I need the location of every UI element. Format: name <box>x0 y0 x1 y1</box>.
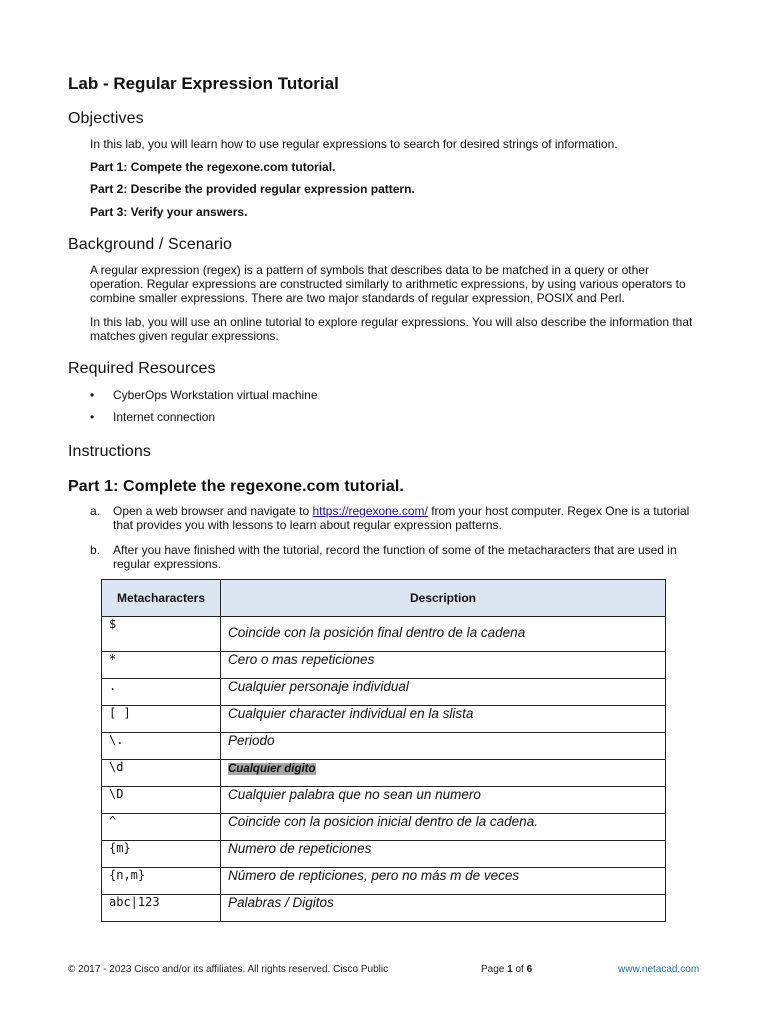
step-b-label: b. <box>90 543 101 557</box>
table-row <box>102 868 666 895</box>
footer-site-link[interactable]: www.netacad.com <box>618 964 700 975</box>
description-cell <box>221 760 666 787</box>
step-b-text: After you have finished with the tutorial, record the function of some of the metacharacters that are used in regular expressions. <box>113 543 677 571</box>
background-paragraph-2: In this lab, you will use an online tutorial to explore regular expressions. You will also describe the information that matches given regular expressions. <box>90 315 693 343</box>
description-cell: Numero de repeticiones <box>221 841 666 868</box>
table-header-row <box>102 580 666 617</box>
table-row <box>102 679 666 706</box>
description-cell: Cualquier palabra que no sean un numero <box>221 787 666 814</box>
background-heading: Background / Scenario <box>68 236 232 253</box>
resource-item <box>90 388 318 402</box>
resource-item-label: Internet connection <box>113 410 216 424</box>
resources-heading: Required Resources <box>68 360 216 377</box>
table-row <box>102 652 666 679</box>
step-a-text: Open a web browser and navigate to https://regexone.com/ from your host computer. Regex One is a tutorial that provides you with lessons to learn about regular expression patterns. <box>113 504 690 532</box>
table-row <box>102 814 666 841</box>
objectives-intro: In this lab, you will learn how to use regular expressions to search for desired strings of information. <box>90 137 618 151</box>
table-row <box>102 787 666 814</box>
table-row <box>102 841 666 868</box>
description-cell: Número de repticiones, pero no más m de veces <box>221 868 666 895</box>
metachar-cell: [ ] <box>102 706 221 733</box>
objectives-heading: Objectives <box>68 110 144 127</box>
table-row <box>102 706 666 733</box>
description-cell: Cero o mas repeticiones <box>221 652 666 679</box>
metachar-cell: abc|123 <box>102 895 221 922</box>
regexone-link[interactable]: https://regexone.com/ <box>312 504 428 518</box>
metachar-cell: \. <box>102 733 221 760</box>
description-cell: Coincide con la posición final dentro de la cadena <box>221 617 666 652</box>
part-1-heading: Part 1: Complete the regexone.com tutorial. <box>68 478 404 495</box>
lab-title: Lab - Regular Expression Tutorial <box>68 74 339 93</box>
metachar-cell: . <box>102 679 221 706</box>
bullet-icon: • <box>90 388 95 402</box>
step-a-label: a. <box>90 504 101 518</box>
instructions-heading: Instructions <box>68 443 152 460</box>
table-row <box>102 895 666 922</box>
highlighted-answer: Cualquier digito <box>228 763 316 775</box>
table-row <box>102 733 666 760</box>
footer-page-number: Page 1 of 6 <box>481 964 533 975</box>
footer-copyright: © 2017 - 2023 Cisco and/or its affiliates. All rights reserved. Cisco Public <box>68 964 389 975</box>
objective-part-2: Part 2: Describe the provided regular expression pattern. <box>90 182 415 196</box>
description-cell: Cualquier character individual en la slista <box>221 706 666 733</box>
table-row <box>102 617 666 652</box>
resource-item <box>90 410 215 424</box>
header-description: Description <box>221 580 666 617</box>
metachar-cell: \D <box>102 787 221 814</box>
metachar-cell: * <box>102 652 221 679</box>
description-cell: Periodo <box>221 733 666 760</box>
description-cell: Coincide con la posicion inicial dentro de la cadena. <box>221 814 666 841</box>
objective-part-1: Part 1: Compete the regexone.com tutorial. <box>90 160 336 174</box>
metachar-cell: {m} <box>102 841 221 868</box>
description-cell: Palabras / Digitos <box>221 895 666 922</box>
objective-part-3: Part 3: Verify your answers. <box>90 205 248 219</box>
header-metacharacters: Metacharacters <box>102 580 221 617</box>
background-paragraph-1: A regular expression (regex) is a pattern of symbols that describes data to be matched in a query or other operation. Regular expressions are constructed similarly to arithmetic expressions, by using various operators to combine smaller expressions. There are two major standards of regular expression, POSIX and Perl. <box>90 263 686 305</box>
resource-item-label: CyberOps Workstation virtual machine <box>113 388 318 402</box>
metachar-cell: \d <box>102 760 221 787</box>
metachar-cell: $ <box>102 617 221 652</box>
bullet-icon: • <box>90 410 95 424</box>
metachar-cell: {n,m} <box>102 868 221 895</box>
metacharacters-table <box>101 579 666 922</box>
table-row <box>102 760 666 787</box>
metachar-cell: ^ <box>102 814 221 841</box>
description-cell: Cualquier personaje individual <box>221 679 666 706</box>
